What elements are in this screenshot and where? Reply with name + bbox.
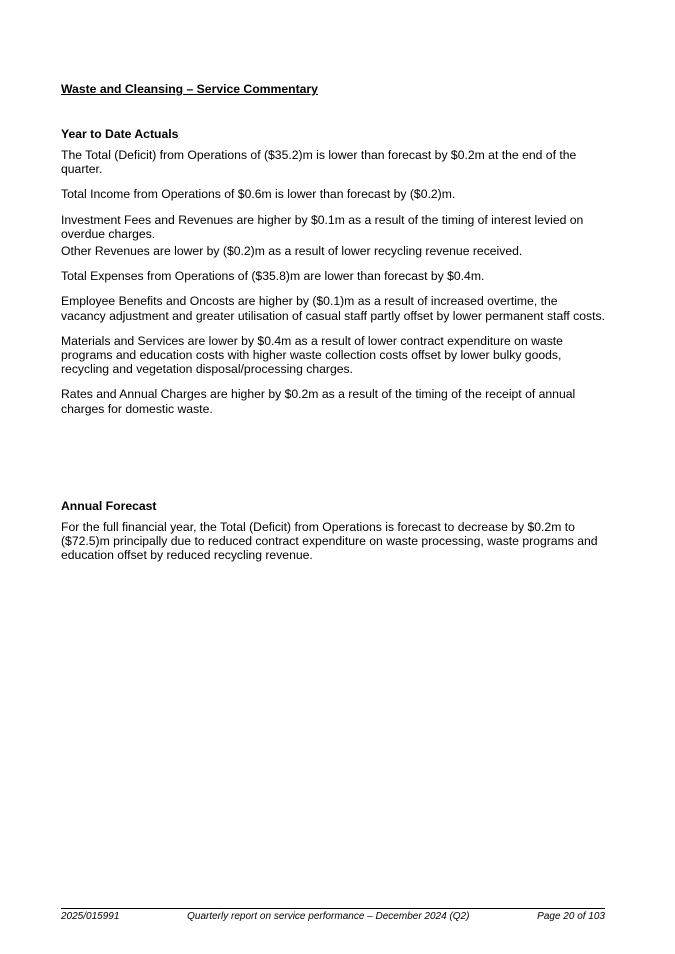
paragraph-forecast: For the full financial year, the Total (Deficit) from Operations is forecast to decrease by $0.2m to ($72.5)m principally due to reduced contract expenditure on waste processing, waste programs and education offset by reduced recycling revenue. (61, 520, 598, 563)
annual-forecast-section (61, 499, 605, 563)
paragraph-employee-benefits: Employee Benefits and Oncosts are higher by ($0.1)m as a result of increased overtime, the vacancy adjustment and greater utilisation of casual staff partly offset by lower permanent staff costs. (61, 294, 605, 323)
page-title: Waste and Cleansing – Service Commentary (61, 82, 318, 96)
paragraph-total-deficit: The Total (Deficit) from Operations of ($35.2)m is lower than forecast by $0.2m at the end of the quarter. (61, 148, 577, 177)
section-heading-forecast: Annual Forecast (61, 499, 157, 513)
paragraph-total-expenses: Total Expenses from Operations of ($35.8)m are lower than forecast by $0.4m. (61, 269, 485, 284)
paragraph-rates-charges: Rates and Annual Charges are higher by $0.2m as a result of the timing of the receipt of annual charges for domestic waste. (61, 387, 576, 416)
page-footer (61, 908, 605, 922)
section-heading-ytd: Year to Date Actuals (61, 127, 179, 141)
paragraph-other-revenues: Other Revenues are lower by ($0.2)m as a result of lower recycling revenue received. (61, 244, 523, 259)
paragraph-investment-fees: Investment Fees and Revenues are higher by $0.1m as a result of the timing of interest levied on overdue charges. (61, 212, 584, 241)
footer-reference: 2025/015991 (61, 911, 120, 922)
paragraph-total-income: Total Income from Operations of $0.6m is lower than forecast by ($0.2)m. (61, 187, 456, 202)
footer-page-number: Page 20 of 103 (537, 911, 605, 922)
footer-report-title: Quarterly report on service performance – December 2024 (Q2) (187, 911, 470, 922)
paragraph-materials-services: Materials and Services are lower by $0.4m as a result of lower contract expenditure on waste programs and education costs with higher waste collection costs offset by lower bulky goods, recycling and vegetation disposal/processing charges. (61, 333, 563, 377)
year-to-date-section (61, 127, 605, 416)
